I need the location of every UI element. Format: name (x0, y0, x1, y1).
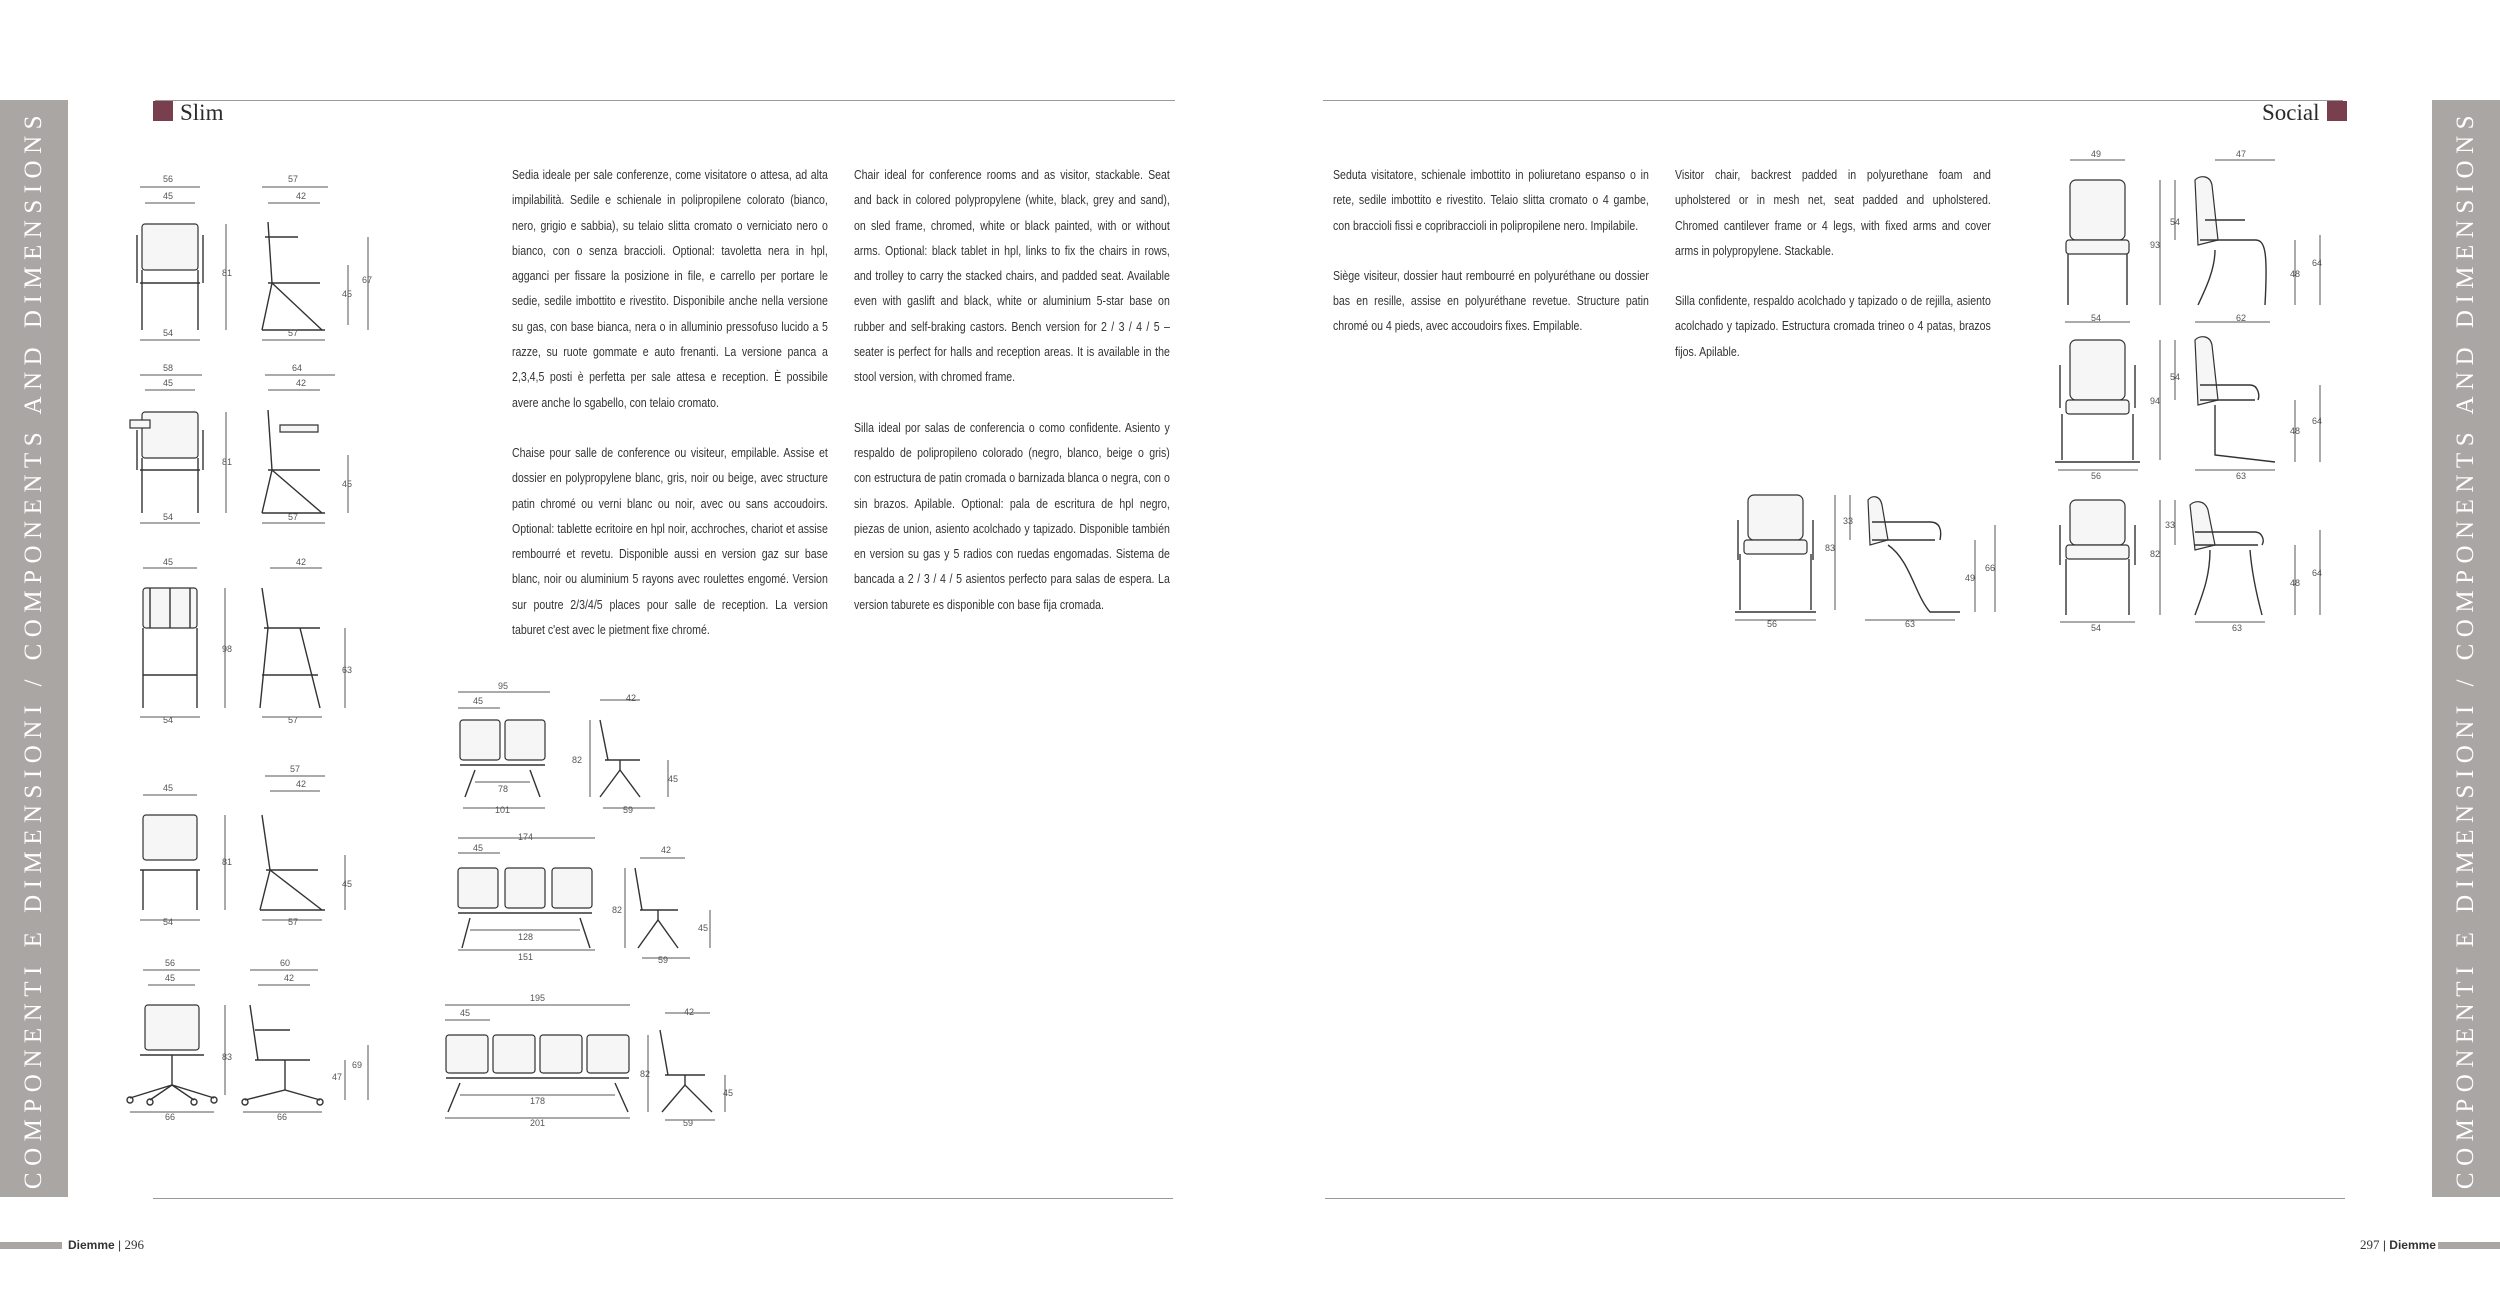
dim-label: 69 (352, 1060, 363, 1070)
dim-label: 63 (2232, 623, 2243, 633)
dim-label: 45 (460, 1008, 471, 1018)
dim-label: 45 (342, 479, 353, 489)
dim-label: 42 (296, 779, 307, 789)
slim-chair-front-drawing (140, 795, 225, 920)
right-footer-bar (2438, 1242, 2500, 1249)
dim-label: 101 (495, 805, 511, 815)
dim-label: 45 (163, 783, 174, 793)
slim-bench-4-side-drawing (648, 1013, 725, 1120)
dim-label: 195 (530, 993, 546, 1003)
dim-label: 48 (2290, 578, 2301, 588)
dim-label: 45 (163, 191, 174, 201)
slim-stool-front-drawing (140, 568, 225, 717)
social-s2-side-drawing (2175, 337, 2323, 470)
dim-label: 42 (626, 693, 637, 703)
dim-label: 49 (2091, 149, 2102, 159)
slim-bench-3-side-drawing (625, 858, 710, 958)
dim-label: 48 (2290, 426, 2301, 436)
dim-label: 64 (2312, 568, 2323, 578)
right-footer: 297 | Diemme (2360, 1237, 2436, 1252)
social-it-paragraph: Seduta visitatore, schienale imbottito in poliuretano espanso o in rete, sedile imbottito e rivestito. Telaio slitta cromato o 4 gambe, con braccioli fissi e copribraccioli in polipropilene nero. Impilabile. (1333, 168, 1649, 233)
social-fr-paragraph: Siège visiteur, dossier haut rembourré en polyuréthane ou dossier bas en resille, assise en polyuréthane revetue. Structure patin chromé ou 4 pieds, avec accoudoirs fixes. Empilable. (1333, 268, 1649, 334)
dim-label: 56 (165, 958, 176, 968)
right-footer-brand: Diemme (2389, 1238, 2436, 1252)
dim-label: 59 (658, 955, 669, 965)
dim-label: 82 (640, 1069, 651, 1079)
slim-tablet-side-drawing (262, 375, 348, 523)
dim-label: 54 (163, 328, 174, 338)
slim-stool-side-drawing (260, 568, 345, 717)
social-s1-front-drawing (2065, 160, 2160, 322)
dim-label: 66 (1985, 563, 1996, 573)
dim-label: 64 (2312, 416, 2323, 426)
slim-tablet-front-drawing (130, 375, 226, 523)
left-page-number: 296 (124, 1237, 144, 1252)
dim-label: 57 (288, 174, 299, 184)
social-s1-side-drawing (2175, 160, 2323, 322)
dim-label: 67 (362, 275, 373, 285)
dim-label: 56 (163, 174, 174, 184)
dim-label: 45 (668, 774, 679, 784)
dim-label: 54 (163, 512, 174, 522)
right-page-title: Social (2262, 100, 2320, 125)
dim-label: 93 (2150, 240, 2161, 250)
dim-label: 54 (163, 917, 174, 927)
dim-label: 151 (518, 952, 534, 962)
dim-label: 45 (163, 557, 174, 567)
slim-en-paragraph: Chair ideal for conference rooms and as visitor, stackable. Seat and back in colored polypropylene (white, black, grey and sand), on sled frame, chromed, white or black painted, with or without arms. Optional: black tablet in hpl, links to fix the chairs in rows, and trolley to carry the stacked chairs, and padded seat. Available even with gaslift and black, white or aluminium 5-star base on rubber and self-braking castors. Bench version for 2 / 3 / 4 / 5 – seater is perfect for halls and reception areas. It is available in the stool version, with chromed frame. (854, 168, 1170, 385)
dim-label: 63 (2236, 471, 2247, 481)
slim-it-paragraph: Sedia ideale per sale conferenze, come visitatore o attesa, ad alta impilabilità. Sedile e schienale in polipropilene colorato (bianco, nero, grigio e sabbia), su telaio slitta cromato o verniciato nero o bianco, con o senza braccioli. Optional: tavoletta nera in hpl, agganci per fissare la posizione in file, e carrello per portare le sedie, sedile imbottito e rivestito. Disponibile anche nella versione su gas, con base bianca, nera o in alluminio pressofuso lucido a 5 razze, su ruote gommate e auto frenanti. La versione panca a 2,3,4,5 posti è perfetta per sale attesa e reception. È possibile avere anche lo sgabello, con telaio cromato. (512, 168, 828, 410)
dim-label: 45 (342, 289, 353, 299)
dim-label: 82 (612, 905, 623, 915)
dim-label: 81 (222, 268, 233, 278)
dim-label: 60 (280, 958, 291, 968)
slim-chair-side-drawing (260, 776, 345, 920)
social-s3-front-drawing (1735, 495, 1850, 620)
dim-label: 56 (2091, 471, 2102, 481)
dim-label: 47 (332, 1072, 343, 1082)
dim-label: 58 (163, 363, 174, 373)
dim-label: 42 (284, 973, 295, 983)
dim-label: 45 (342, 879, 353, 889)
dim-label: 64 (2312, 258, 2323, 268)
dim-label: 45 (473, 696, 484, 706)
dim-label: 57 (288, 917, 299, 927)
dim-label: 57 (288, 512, 299, 522)
dim-label: 82 (572, 755, 583, 765)
dim-label: 56 (1767, 619, 1778, 629)
dim-label: 63 (1905, 619, 1916, 629)
social-en-paragraph: Visitor chair, backrest padded in polyurethane foam and upholstered or in mesh net, seat padded and upholstered. Chromed cantilever frame or 4 legs, with fixed arms and cover arms in polypropylene. Stackable. (1675, 168, 1991, 258)
left-footer: Diemme | 296 (68, 1237, 144, 1252)
social-s4-side-drawing (2190, 502, 2323, 622)
dim-label: 94 (2150, 396, 2161, 406)
dim-label: 62 (2236, 313, 2247, 323)
dim-label: 174 (518, 832, 534, 842)
dim-label: 48 (2290, 269, 2301, 279)
dimension-labels (163, 149, 2322, 1128)
social-es-paragraph: Silla confidente, respaldo acolchado y tapizado o de rejilla, asiento acolchado y tapizado. Estructura cromada trineo o 4 patas, brazos fijos. Apilable. (1675, 294, 1991, 359)
dim-label: 45 (165, 973, 176, 983)
left-band-text: COMPONENTI E DIMENSIONI / COMPONENTS AND DIMENSIONS (20, 108, 47, 1189)
dim-label: 42 (296, 378, 307, 388)
dim-label: 42 (661, 845, 672, 855)
dim-label: 178 (530, 1096, 546, 1106)
dim-label: 64 (292, 363, 303, 373)
dim-label: 83 (1825, 543, 1836, 553)
left-footer-brand: Diemme (68, 1238, 115, 1252)
dim-label: 54 (2170, 217, 2181, 227)
social-s2-front-drawing (2055, 340, 2160, 470)
dim-label: 33 (2165, 520, 2176, 530)
dim-label: 33 (1843, 516, 1854, 526)
dim-label: 63 (342, 665, 353, 675)
dim-label: 83 (222, 1052, 233, 1062)
dim-label: 54 (2091, 623, 2102, 633)
dim-label: 128 (518, 932, 534, 942)
dim-label: 45 (723, 1088, 734, 1098)
dim-label: 81 (222, 457, 233, 467)
slim-armchair-front-drawing (137, 187, 226, 340)
dim-label: 66 (165, 1112, 176, 1122)
dim-label: 42 (296, 557, 307, 567)
dim-label: 45 (473, 843, 484, 853)
slim-es-paragraph: Silla ideal por salas de conferencia o como confidente. Asiento y respaldo de polipropileno colorado (negro, blanco, beige o gris) con estructura de patin cromada o barnizada blanca o negra, con o sin brazos. Apilable. Optional: pala de escritura de hpl negro, piezas de union, asiento acolchado y tapizado. Disponible también en version su gas y 5 radios con ruedas engomadas. Sistema de bancada a 2 / 3 / 4 / 5 asientos perfecto para salas de espera. La version taburete es disponible con base fija cromada. (854, 420, 1170, 612)
right-band-text: COMPONENTI E DIMENSIONI / COMPONENTS AND DIMENSIONS (2452, 108, 2479, 1189)
dim-label: 98 (222, 644, 233, 654)
slim-fr-paragraph: Chaise pour salle de conference ou visiteur, empilable. Assise et dossier en polypropylene blanc, gris, noir ou beige, avec structure patin chromé ou verni blanc ou noir, avec ou sans accoudoirs. Optional: tablette ecritoire en hpl noir, acchroches, chariot et assise rembourré et revetu. Disponible aussi en version gaz sur base blanc, noir ou aluminium 5 rayons avec roulettes engomé. Version sur poutre 2/3/4/5 places pour salle de reception. La version taburet c'est avec le pietment fixe chromé. (512, 445, 828, 638)
dim-label: 47 (2236, 149, 2247, 159)
right-page-number: 297 (2360, 1237, 2380, 1252)
dim-label: 81 (222, 857, 233, 867)
dim-label: 45 (698, 923, 709, 933)
social-s3-side-drawing (1865, 497, 1995, 620)
dim-label: 59 (683, 1118, 694, 1128)
dim-label: 82 (2150, 549, 2161, 559)
left-footer-bar (0, 1242, 62, 1249)
slim-swivel-front-drawing (127, 970, 225, 1112)
dim-label: 54 (2170, 372, 2181, 382)
dim-label: 49 (1965, 573, 1976, 583)
slim-swivel-side-drawing (242, 970, 368, 1112)
dim-label: 201 (530, 1118, 546, 1128)
dim-label: 42 (296, 191, 307, 201)
dim-label: 45 (163, 378, 174, 388)
left-page-title: Slim (180, 100, 224, 125)
slim-bench-2-side-drawing (590, 700, 668, 808)
dim-label: 42 (684, 1007, 695, 1017)
dim-label: 54 (163, 715, 174, 725)
dim-label: 59 (623, 805, 634, 815)
dim-label: 57 (288, 715, 299, 725)
dim-label: 78 (498, 784, 509, 794)
dim-label: 57 (288, 328, 299, 338)
dim-label: 95 (498, 681, 509, 691)
social-s4-front-drawing (2060, 500, 2175, 622)
dim-label: 66 (277, 1112, 288, 1122)
dim-label: 54 (2091, 313, 2102, 323)
dim-label: 57 (290, 764, 301, 774)
slim-armchair-side-drawing (262, 187, 368, 340)
